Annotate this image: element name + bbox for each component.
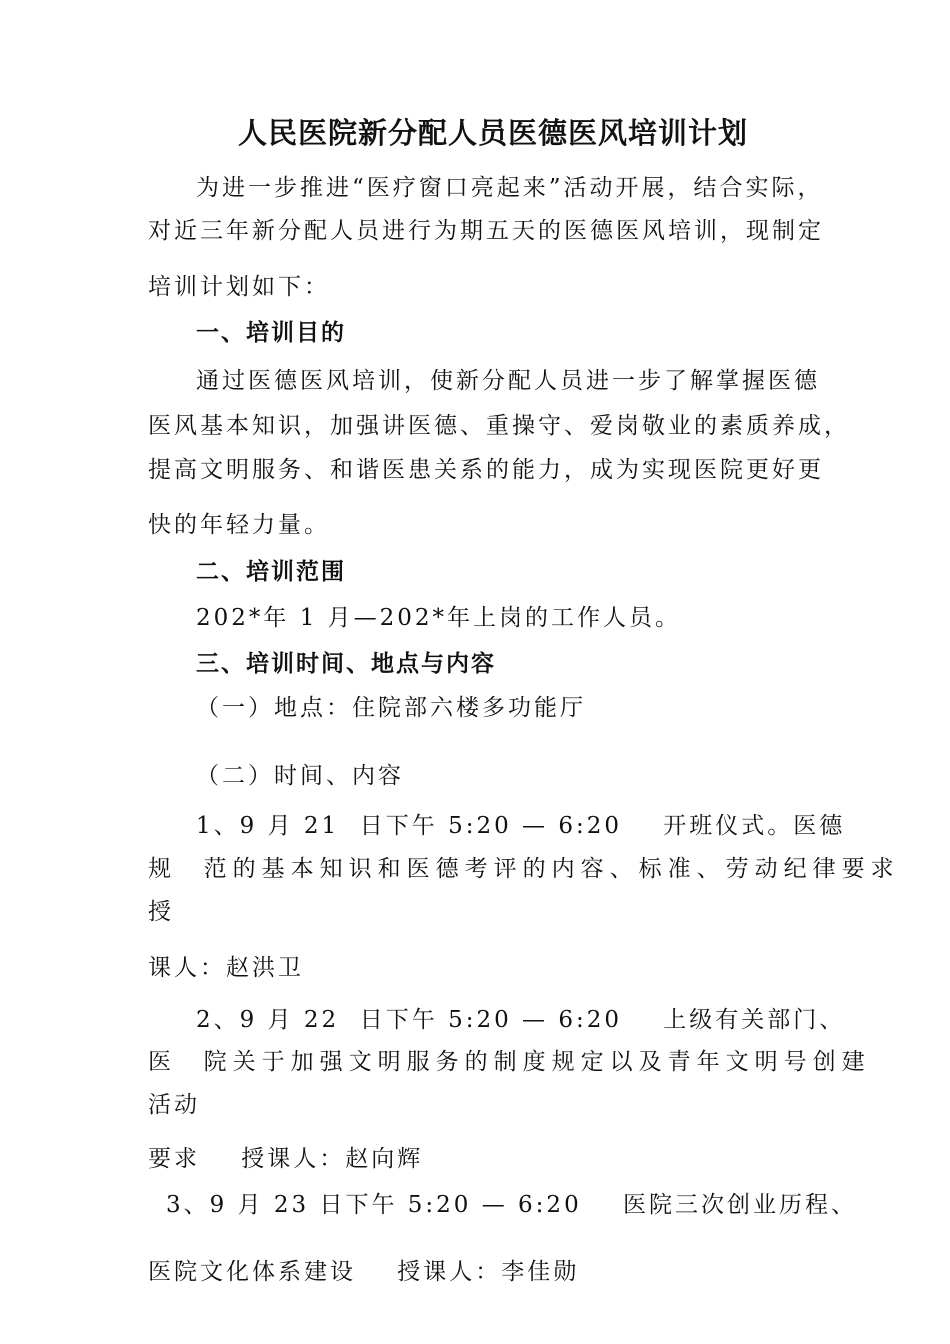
section-2-heading: 二、培训范围 bbox=[196, 559, 346, 585]
section-1-line-2: 医风基本知识，加强讲医德、重操守、爱岗敬业的素质养成， bbox=[148, 413, 850, 439]
intro-line-3: 培训计划如下： bbox=[148, 274, 330, 300]
item-3-line-2: 医院文化体系建设 授课人：李佳勋 bbox=[148, 1259, 580, 1285]
section-1-line-4: 快的年轻力量。 bbox=[148, 512, 330, 538]
item-3-line-1: 3、9 月 23 日下午 5:20 — 6:20 医院三次创业历程、 bbox=[166, 1192, 857, 1218]
intro-line-1: 为进一步推进“医疗窗口亮起来”活动开展，结合实际， bbox=[196, 175, 824, 201]
item-1-line-4: 课人：赵洪卫 bbox=[148, 955, 304, 981]
item-1-line-2: 规 范的基本知识和医德考评的内容、标准、劳动纪律要求 bbox=[148, 856, 900, 882]
item-1-line-3: 授 bbox=[148, 899, 174, 925]
item-2-line-2: 医 院关于加强文明服务的制度规定以及青年文明号创建 bbox=[148, 1049, 871, 1075]
item-2-line-3: 活动 bbox=[148, 1092, 200, 1118]
section-1-line-3: 提高文明服务、和谐医患关系的能力，成为实现医院更好更 bbox=[148, 457, 824, 483]
section-3-heading: 三、培训时间、地点与内容 bbox=[196, 651, 496, 677]
document-title: 人民医院新分配人员医德医风培训计划 bbox=[238, 116, 749, 150]
item-2-line-1: 2、9 月 22 日下午 5:20 — 6:20 上级有关部门、 bbox=[196, 1007, 846, 1033]
intro-line-2: 对近三年新分配人员进行为期五天的医德医风培训，现制定 bbox=[148, 218, 824, 244]
item-2-line-4: 要求 授课人：赵向辉 bbox=[148, 1146, 424, 1172]
section-1-heading: 一、培训目的 bbox=[196, 320, 346, 346]
section-3-time-content: （二）时间、内容 bbox=[196, 763, 404, 789]
section-2-body: 202*年 1 月—202*年上岗的工作人员。 bbox=[196, 605, 682, 631]
section-1-line-1: 通过医德医风培训，使新分配人员进一步了解掌握医德 bbox=[196, 368, 820, 394]
item-1-line-1: 1、9 月 21 日下午 5:20 — 6:20 开班仪式。医德 bbox=[196, 813, 846, 839]
section-3-location: （一）地点：住院部六楼多功能厅 bbox=[196, 695, 586, 721]
